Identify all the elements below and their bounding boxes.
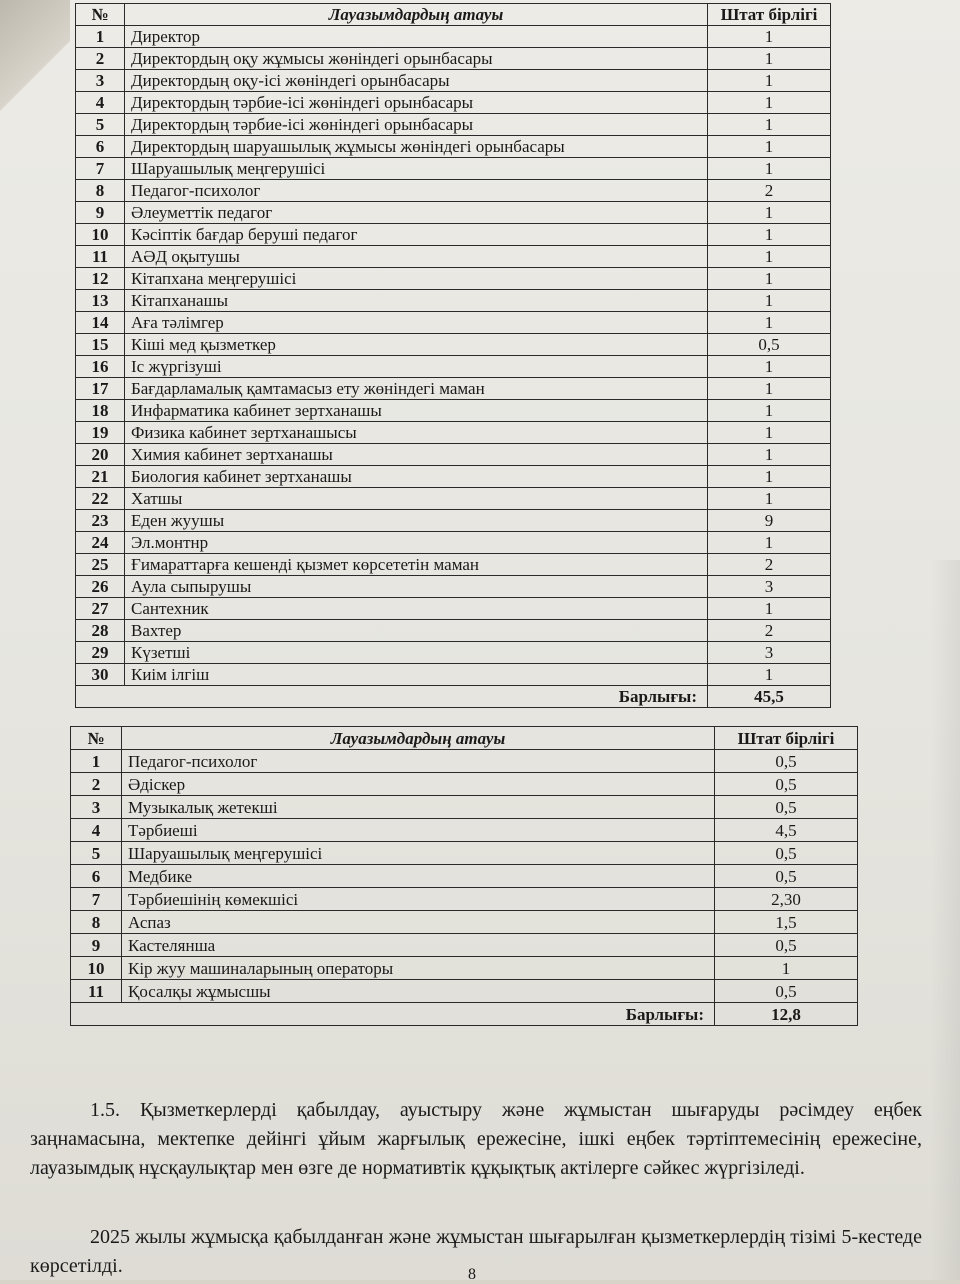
table-row xyxy=(76,202,831,224)
staff-units: 0,5 xyxy=(715,796,858,819)
staff-units: 0,5 xyxy=(708,334,831,356)
row-number: 9 xyxy=(71,934,122,957)
row-number: 24 xyxy=(76,532,125,554)
row-number: 2 xyxy=(71,773,122,796)
table-row xyxy=(71,796,858,819)
staff-units: 1 xyxy=(708,92,831,114)
row-number: 21 xyxy=(76,466,125,488)
staff-units: 1 xyxy=(708,224,831,246)
table-row xyxy=(76,70,831,92)
staff-units: 1 xyxy=(708,26,831,48)
row-number: 9 xyxy=(76,202,125,224)
position-name: Тәрбиешінің көмекшісі xyxy=(122,888,715,911)
position-name: Әдіскер xyxy=(122,773,715,796)
table-row xyxy=(76,400,831,422)
staff-table-school xyxy=(75,3,831,708)
position-name: Инфарматика кабинет зертханашы xyxy=(125,400,708,422)
staff-units: 1 xyxy=(708,378,831,400)
total-row xyxy=(71,1003,858,1026)
staff-units: 1 xyxy=(708,136,831,158)
row-number: 10 xyxy=(76,224,125,246)
table-header-row xyxy=(76,4,831,26)
staff-units: 1 xyxy=(708,290,831,312)
table-row xyxy=(76,158,831,180)
table-row xyxy=(76,356,831,378)
row-number: 27 xyxy=(76,598,125,620)
row-number: 15 xyxy=(76,334,125,356)
staff-units: 1 xyxy=(708,356,831,378)
table-row xyxy=(71,773,858,796)
staff-units: 2,30 xyxy=(715,888,858,911)
position-name: Хатшы xyxy=(125,488,708,510)
staff-units: 2 xyxy=(708,554,831,576)
row-number: 18 xyxy=(76,400,125,422)
page-number: 8 xyxy=(468,1266,476,1283)
position-name: Педагог-психолог xyxy=(125,180,708,202)
row-number: 4 xyxy=(76,92,125,114)
staff-units: 1 xyxy=(708,532,831,554)
table-row xyxy=(76,246,831,268)
table-row xyxy=(71,888,858,911)
table-row xyxy=(76,466,831,488)
row-number: 4 xyxy=(71,819,122,842)
staff-units: 3 xyxy=(708,576,831,598)
table-row xyxy=(76,224,831,246)
row-number: 5 xyxy=(71,842,122,865)
row-number: 17 xyxy=(76,378,125,400)
table-row xyxy=(76,554,831,576)
table-row xyxy=(71,842,858,865)
position-name: Педагог-психолог xyxy=(122,750,715,773)
total-value: 45,5 xyxy=(708,686,831,708)
position-name: Шаруашылық меңгерушісі xyxy=(125,158,708,180)
position-name: АӘД оқытушы xyxy=(125,246,708,268)
header-num: № xyxy=(71,727,122,750)
row-number: 5 xyxy=(76,114,125,136)
paragraph-hiring-procedure: 1.5. Қызметкерлерді қабылдау, ауыстыру және жұмыстан шығаруды рәсімдеу еңбек заңнамасына, мектепке дейінгі ұйым жарғылық ережесіне, ішкі еңбек тәртіптемесінің ережесіне, лауазымдық нұсқаулықтар мен өзге де нормативтік құқықтық актілерге сәйкес жүргізіледі. xyxy=(30,1099,922,1179)
table-row xyxy=(76,576,831,598)
table-row xyxy=(71,750,858,773)
header-staff-units: Штат бірлігі xyxy=(715,727,858,750)
table-row xyxy=(76,378,831,400)
paragraph-employee-list: 2025 жылы жұмысқа қабылданған және жұмыстан шығарылған қызметкерлердің тізімі 5-кестеде көрсетілді. xyxy=(30,1226,922,1277)
row-number: 2 xyxy=(76,48,125,70)
table-row xyxy=(76,114,831,136)
row-number: 7 xyxy=(71,888,122,911)
table-row xyxy=(76,136,831,158)
staff-units: 1 xyxy=(708,158,831,180)
table-row xyxy=(76,92,831,114)
staff-units: 1 xyxy=(708,598,831,620)
header-num: № xyxy=(76,4,125,26)
position-name: Директордың шаруашылық жұмысы жөніндегі орынбасары xyxy=(125,136,708,158)
position-name: Директордың тәрбие-ісі жөніндегі орынбасары xyxy=(125,92,708,114)
table-row xyxy=(76,26,831,48)
row-number: 29 xyxy=(76,642,125,664)
position-name: Кәсіптік бағдар беруші педагог xyxy=(125,224,708,246)
position-name: Физика кабинет зертханашысы xyxy=(125,422,708,444)
staff-units: 1 xyxy=(708,202,831,224)
row-number: 14 xyxy=(76,312,125,334)
staff-units: 0,5 xyxy=(715,750,858,773)
table-row xyxy=(76,642,831,664)
position-name: Директордың оқу-ісі жөніндегі орынбасары xyxy=(125,70,708,92)
row-number: 7 xyxy=(76,158,125,180)
page-fold-shadow xyxy=(930,560,960,1280)
staff-units: 1 xyxy=(708,268,831,290)
position-name: Химия кабинет зертханашы xyxy=(125,444,708,466)
table-row xyxy=(71,934,858,957)
position-name: Іс жүргізуші xyxy=(125,356,708,378)
table-row xyxy=(76,488,831,510)
row-number: 22 xyxy=(76,488,125,510)
position-name: Вахтер xyxy=(125,620,708,642)
table-row xyxy=(76,598,831,620)
position-name: Қосалқы жұмысшы xyxy=(122,980,715,1003)
row-number: 6 xyxy=(76,136,125,158)
table-row xyxy=(76,444,831,466)
row-number: 8 xyxy=(71,911,122,934)
row-number: 23 xyxy=(76,510,125,532)
row-number: 26 xyxy=(76,576,125,598)
table-row xyxy=(71,980,858,1003)
staff-units: 3 xyxy=(708,642,831,664)
position-name: Күзетші xyxy=(125,642,708,664)
table-row xyxy=(76,510,831,532)
row-number: 12 xyxy=(76,268,125,290)
staff-units: 1 xyxy=(708,114,831,136)
header-staff-units: Штат бірлігі xyxy=(708,4,831,26)
row-number: 8 xyxy=(76,180,125,202)
table-row xyxy=(76,48,831,70)
table-row xyxy=(76,422,831,444)
total-value: 12,8 xyxy=(715,1003,858,1026)
table-row xyxy=(76,312,831,334)
staff-units: 1 xyxy=(708,466,831,488)
table-row xyxy=(76,268,831,290)
position-name: Сантехник xyxy=(125,598,708,620)
staff-units: 1 xyxy=(708,400,831,422)
staff-units: 1 xyxy=(708,246,831,268)
header-position-name: Лауазымдардың атауы xyxy=(122,727,715,750)
staff-units: 0,5 xyxy=(715,773,858,796)
total-row xyxy=(76,686,831,708)
position-name: Бағдарламалық қамтамасыз ету жөніндегі маман xyxy=(125,378,708,400)
total-label: Барлығы: xyxy=(76,686,708,708)
staff-units: 2 xyxy=(708,620,831,642)
staff-units: 1 xyxy=(708,488,831,510)
position-name: Директордың тәрбие-ісі жөніндегі орынбасары xyxy=(125,114,708,136)
table-row xyxy=(76,532,831,554)
row-number: 1 xyxy=(76,26,125,48)
position-name: Кастелянша xyxy=(122,934,715,957)
position-name: Эл.монтнр xyxy=(125,532,708,554)
staff-table-preschool xyxy=(70,726,858,1026)
row-number: 16 xyxy=(76,356,125,378)
position-name: Директордың оқу жұмысы жөніндегі орынбасары xyxy=(125,48,708,70)
row-number: 11 xyxy=(71,980,122,1003)
staff-units: 9 xyxy=(708,510,831,532)
total-label: Барлығы: xyxy=(71,1003,715,1026)
row-number: 3 xyxy=(76,70,125,92)
position-name: Шаруашылық меңгерушісі xyxy=(122,842,715,865)
table-row xyxy=(76,334,831,356)
position-name: Кітапханашы xyxy=(125,290,708,312)
staff-units: 0,5 xyxy=(715,980,858,1003)
table2-body xyxy=(71,750,858,1003)
row-number: 30 xyxy=(76,664,125,686)
staff-units: 4,5 xyxy=(715,819,858,842)
table-row xyxy=(76,620,831,642)
staff-units: 2 xyxy=(708,180,831,202)
position-name: Кіші мед қызметкер xyxy=(125,334,708,356)
table-row xyxy=(71,819,858,842)
row-number: 20 xyxy=(76,444,125,466)
staff-units: 1 xyxy=(708,664,831,686)
staff-units: 1 xyxy=(708,444,831,466)
position-name: Тәрбиеші xyxy=(122,819,715,842)
position-name: Кір жуу машиналарының операторы xyxy=(122,957,715,980)
staff-units: 1 xyxy=(715,957,858,980)
staff-units: 1 xyxy=(708,48,831,70)
table-row xyxy=(76,290,831,312)
staff-units: 0,5 xyxy=(715,934,858,957)
position-name: Аспаз xyxy=(122,911,715,934)
table-header-row xyxy=(71,727,858,750)
row-number: 6 xyxy=(71,865,122,888)
page-corner-shadow xyxy=(0,0,70,130)
staff-units: 1 xyxy=(708,422,831,444)
table-row xyxy=(71,865,858,888)
position-name: Аға тәлімгер xyxy=(125,312,708,334)
position-name: Биология кабинет зертханашы xyxy=(125,466,708,488)
header-position-name: Лауазымдардың атауы xyxy=(125,4,708,26)
position-name: Музыкалық жетекші xyxy=(122,796,715,819)
table-row xyxy=(71,911,858,934)
row-number: 13 xyxy=(76,290,125,312)
row-number: 3 xyxy=(71,796,122,819)
staff-units: 1 xyxy=(708,70,831,92)
position-name: Директор xyxy=(125,26,708,48)
row-number: 19 xyxy=(76,422,125,444)
position-name: Медбике xyxy=(122,865,715,888)
row-number: 10 xyxy=(71,957,122,980)
staff-units: 1,5 xyxy=(715,911,858,934)
position-name: Аула сыпырушы xyxy=(125,576,708,598)
table-row xyxy=(71,957,858,980)
staff-units: 0,5 xyxy=(715,865,858,888)
staff-units: 1 xyxy=(708,312,831,334)
position-name: Киім ілгіш xyxy=(125,664,708,686)
table1-body xyxy=(76,26,831,686)
row-number: 25 xyxy=(76,554,125,576)
row-number: 11 xyxy=(76,246,125,268)
table-row xyxy=(76,180,831,202)
position-name: Кітапхана меңгерушісі xyxy=(125,268,708,290)
staff-units: 0,5 xyxy=(715,842,858,865)
row-number: 1 xyxy=(71,750,122,773)
position-name: Ғимараттарға кешенді қызмет көрсететін маман xyxy=(125,554,708,576)
position-name: Әлеуметтік педагог xyxy=(125,202,708,224)
position-name: Еден жуушы xyxy=(125,510,708,532)
row-number: 28 xyxy=(76,620,125,642)
table-row xyxy=(76,664,831,686)
